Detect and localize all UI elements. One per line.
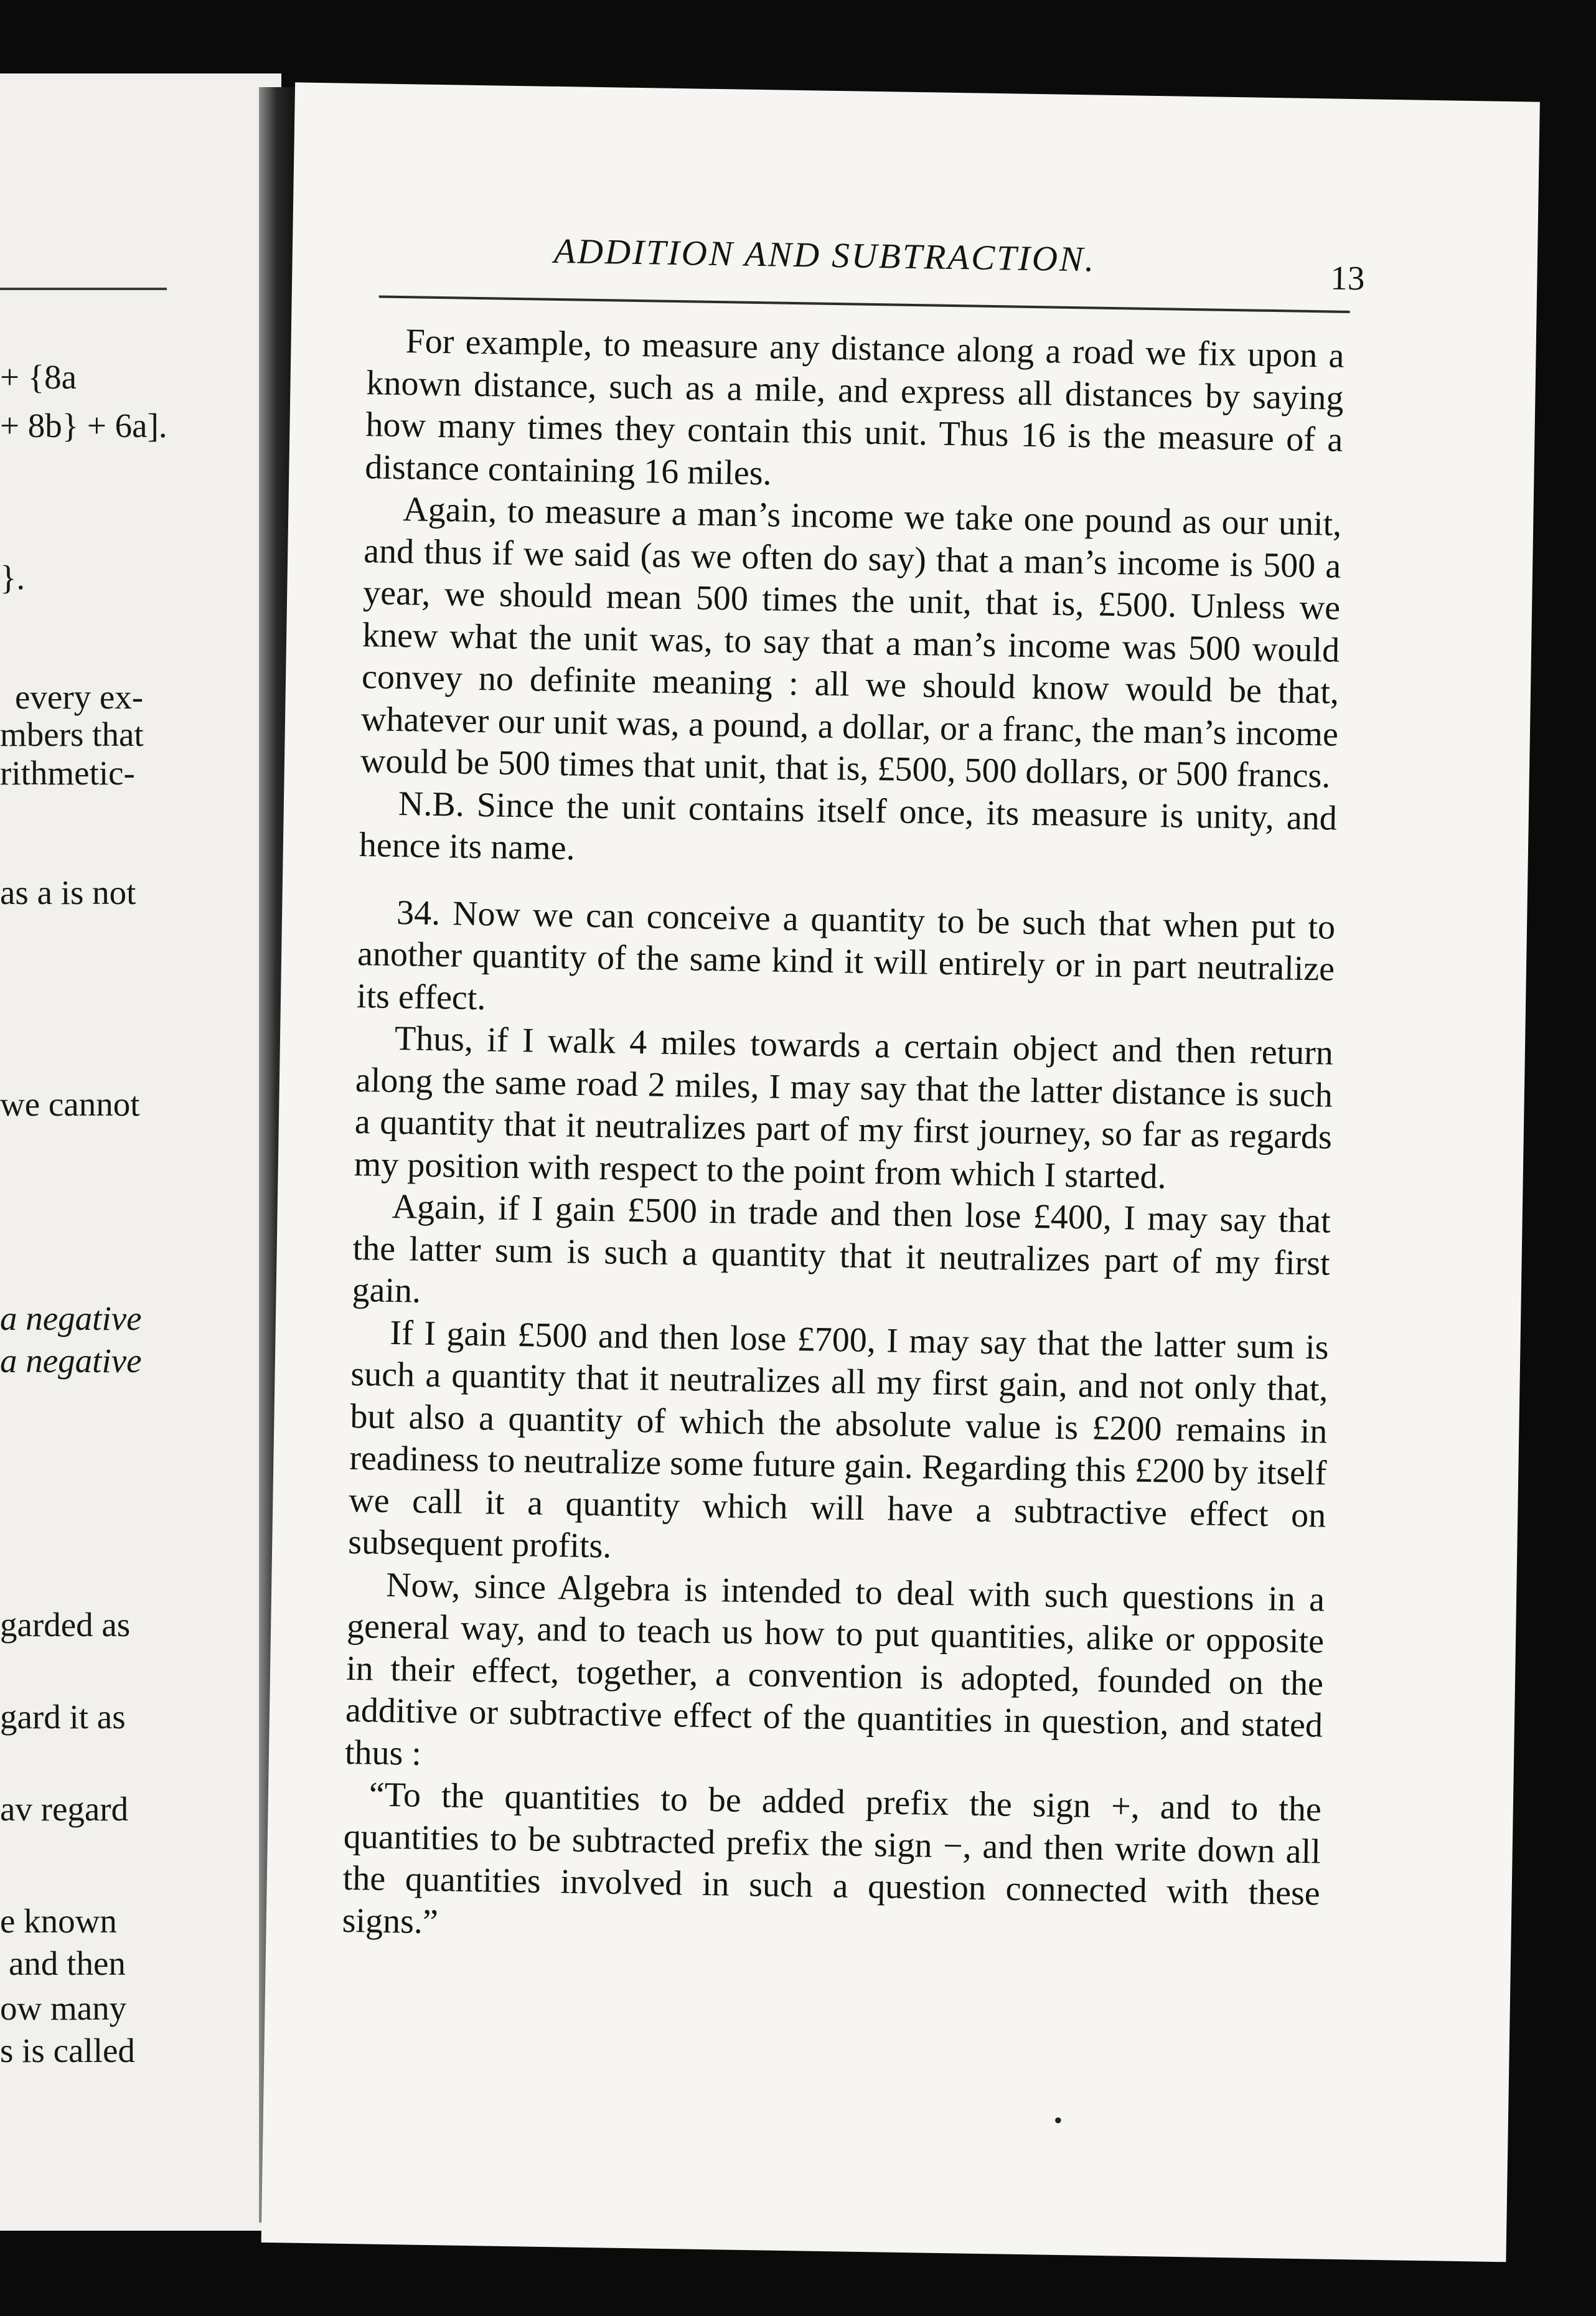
left-line: a negative	[0, 1342, 142, 1380]
book-page	[261, 82, 1540, 2262]
left-line: rithmetic-	[0, 754, 135, 792]
body-text	[342, 320, 1345, 1957]
left-line: e known	[0, 1902, 117, 1940]
paragraph: N.B. Since the unit contains itself once, its measure is unity, and hence its name.	[359, 784, 1338, 868]
left-page-fragment	[0, 73, 281, 2231]
ink-speck: •	[1053, 2106, 1063, 2135]
paragraph: Thus, if I walk 4 miles towards a certain object and then return along the same road 2 miles, I may say that the latter distance is such a quantity that it neutralizes part of my first journey, so far as regards my position with respect to the point from which I started.	[354, 1019, 1334, 1196]
left-line: a negative	[0, 1299, 142, 1337]
left-line: + {8a	[0, 358, 77, 396]
left-line: and then	[9, 1944, 126, 1982]
left-line: we cannot	[0, 1085, 140, 1123]
left-line: as a is not	[0, 873, 136, 911]
left-line: every ex-	[15, 678, 144, 716]
left-line: gard it as	[0, 1698, 126, 1736]
header-rule	[379, 295, 1350, 313]
paragraph: Again, to measure a man’s income we take one pound as our unit, and thus if we said (as we often do say) that a man’s income is 500 a year, we should mean 500 times the unit, that is, £500. Unless we knew what the unit was, to say that a man’s income was 500 would convey no definite meaning : all we should know would be that, whatever our unit was, a pound, a dollar, or a franc, the man’s income would be 500 times that unit, that is, £500, 500 dollars, or 500 francs.	[360, 490, 1342, 796]
running-title: ADDITION AND SUBTRACTION.	[553, 231, 1096, 280]
left-line: }.	[0, 558, 26, 596]
left-line: + 8b} + 6a].	[0, 407, 167, 445]
left-line: s is called	[0, 2031, 135, 2069]
quoted-rule-paragraph: “To the quantities to be added prefix the sign +, and to the quantities to be subtracted prefix the sign −, and then write down all the quantities involved in such a question connected with these signs.”	[342, 1775, 1322, 1941]
left-line: av regard	[0, 1790, 129, 1828]
left-line: garded as	[0, 1606, 131, 1644]
paragraph: Now, since Algebra is intended to deal with such questions in a general way, and to teach us how to put quantities, alike or opposite in their effect, together, a convention is adopted, founded on the additive or subtractive effect of the quantities in question, and stated thus :	[344, 1565, 1325, 1773]
paragraph: For example, to measure any distance along a road we fix upon a known distance, such as a mile, and express all distances by saying how many times they contain this unit. Thus 16 is the measure of a distance containing 16 miles.	[364, 322, 1345, 492]
left-page-rule	[0, 288, 167, 290]
left-line: ow many	[0, 1989, 127, 2027]
left-line: mbers that	[0, 715, 144, 753]
page-number: 13	[1330, 258, 1365, 298]
paragraph-section-34: 34. Now we can conceive a quantity to be such that when put to another quantity of the same kind it will entirely or in part neutralize its effect.	[356, 893, 1336, 1017]
paragraph: If I gain £500 and then lose £700, I may say that the latter sum is such a quantity that it neutralizes all my first gain, and not only that, but also a quantity of which the absolute value is £200 remains in readiness to neutralize some future gain. Regarding this £200 by itself we call it a quantity which will have a subtractive effect on subsequent profits.	[347, 1313, 1329, 1566]
paragraph: Again, if I gain £500 in trade and then lose £400, I may say that the latter sum is such a quantity that it neutralizes part of my first gain.	[352, 1187, 1331, 1311]
